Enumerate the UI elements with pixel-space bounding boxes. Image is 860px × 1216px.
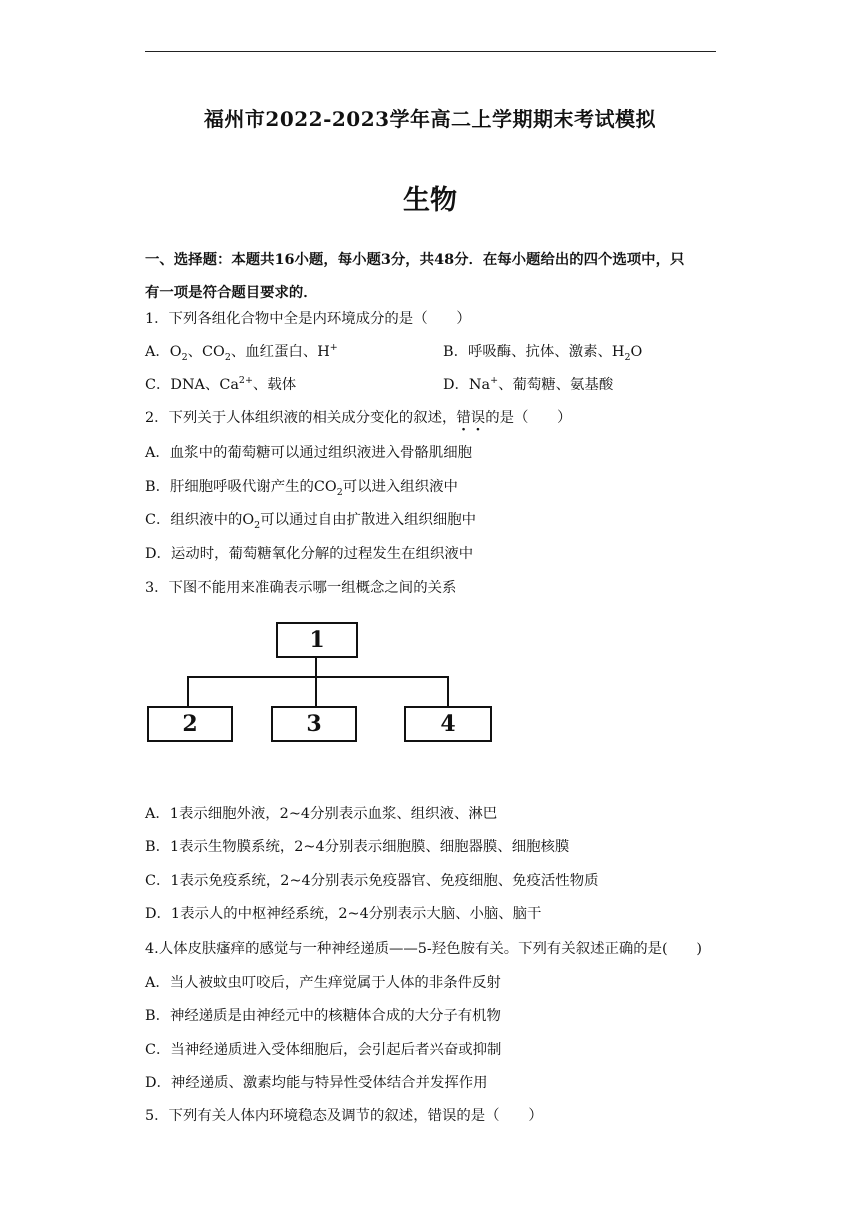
subject-title: 生物 <box>403 185 457 216</box>
connector-left <box>187 676 189 706</box>
question-4-stem: 4.人体皮肤瘙痒的感觉与一种神经递质——5-羟色胺有关。下列有关叙述正确的是( ) <box>145 941 703 957</box>
connector-vertical-top <box>315 656 317 678</box>
question-2-option-b: B．肝细胞呼吸代谢产生的$CO_2$可以进入组织液中 <box>145 479 458 498</box>
question-3-option-a: A．1表示细胞外液，2~4分别表示血浆、组织液、淋巴 <box>145 806 498 822</box>
section-instructions-line1: 一、选择题：本题共16小题，每小题3分，共48分．在每小题给出的四个选项中，只 <box>145 251 685 268</box>
header-rule <box>145 51 716 52</box>
question-1-option-d: D．Na+、葡萄糖、氨基酸 <box>443 375 614 393</box>
question-2-stem: 2．下列关于人体组织液的相关成分变化的叙述，错误的是（ ） <box>145 410 572 426</box>
diagram-box-top: 1 <box>276 622 358 658</box>
question-1-option-c: C．DNA、$Ca^{2+}$、载体 <box>145 375 297 393</box>
emphasis-char: 错 <box>456 410 471 426</box>
diagram-box-right: 4 <box>404 706 492 742</box>
connector-right <box>447 676 449 706</box>
question-4-option-b: B．神经递质是由神经元中的核糖体合成的大分子有机物 <box>145 1008 501 1024</box>
section-instructions-line2: 有一项是符合题目要求的． <box>145 284 318 301</box>
question-1-option-a: A．$O_2$、$CO_2$、血红蛋白、H+ <box>145 342 338 363</box>
connector-middle <box>315 676 317 706</box>
question-3-stem: 3．下图不能用来准确表示哪一组概念之间的关系 <box>145 580 457 596</box>
emphasis-char: 误 <box>470 410 486 426</box>
question-4-option-a: A．当人被蚊虫叮咬后，产生痒觉属于人体的非条件反射 <box>145 975 501 991</box>
question-5-stem: 5．下列有关人体内环境稳态及调节的叙述，错误的是（ ） <box>145 1108 543 1124</box>
question-4-option-d: D．神经递质、激素均能与特异性受体结合并发挥作用 <box>145 1075 488 1091</box>
question-4-option-c: C．当神经递质进入受体细胞后，会引起后者兴奋或抑制 <box>145 1042 502 1058</box>
question-1-stem: 1．下列各组化合物中全是内环境成分的是（ ） <box>145 311 471 327</box>
question-3-option-d: D．1表示人的中枢神经系统，2~4分别表示大脑、小脑、脑干 <box>145 906 542 922</box>
diagram-box-middle: 3 <box>271 706 357 742</box>
exam-title: 福州市2022-2023学年高二上学期期末考试模拟 <box>203 107 657 131</box>
question-2-option-a: A．血浆中的葡萄糖可以通过组织液进入骨骼肌细胞 <box>145 445 472 461</box>
question-2-option-d: D．运动时，葡萄糖氧化分解的过程发生在组织液中 <box>145 546 474 562</box>
connector-horizontal <box>187 676 449 678</box>
question-3-option-b: B．1表示生物膜系统，2~4分别表示细胞膜、细胞器膜、细胞核膜 <box>145 839 570 855</box>
question-1-option-b: B．呼吸酶、抗体、激素、$H_2O$ <box>443 344 643 363</box>
question-2-option-c: C．组织液中的$O_2$可以通过自由扩散进入组织细胞中 <box>145 512 477 531</box>
diagram-box-left: 2 <box>147 706 233 742</box>
question-3-option-c: C．1表示免疫系统，2~4分别表示免疫器官、免疫细胞、免疫活性物质 <box>145 873 599 889</box>
